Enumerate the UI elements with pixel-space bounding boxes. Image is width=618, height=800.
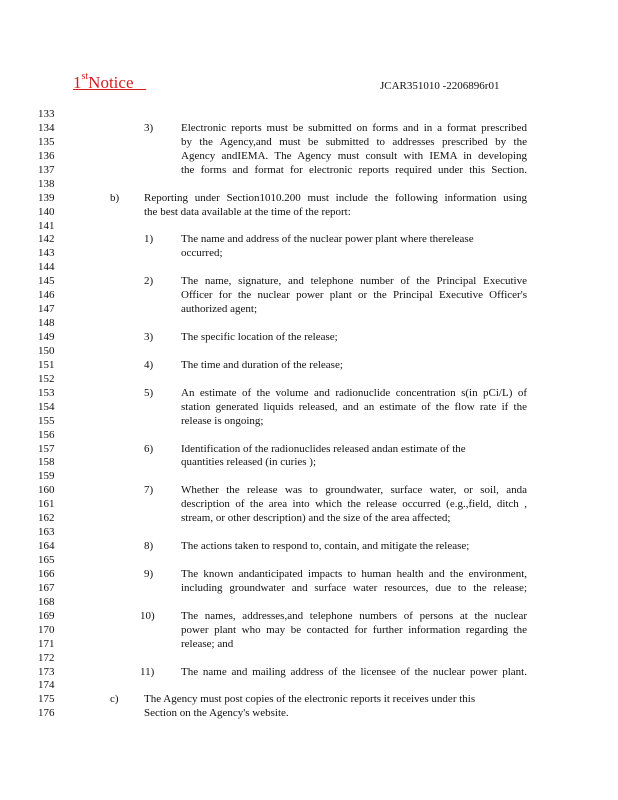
document-line <box>0 261 618 275</box>
line-number: 140 <box>38 205 55 218</box>
line-text: The names, addresses,and telephone numbers of persons at the nuclear <box>181 609 527 622</box>
line-number: 170 <box>38 623 55 636</box>
line-text: station generated liquids released, and an estimate of the flow rate if the <box>181 400 527 413</box>
list-marker: 6) <box>144 442 154 455</box>
line-text: Identification of the radionuclides released andan estimate of the <box>181 442 466 455</box>
numbered-lines <box>0 108 618 721</box>
line-text: power plant who may be contacted for further information regarding the <box>181 623 527 636</box>
document-line <box>0 122 618 136</box>
document-line <box>0 652 618 666</box>
document-id: JCAR351010 -2206896r01 <box>380 80 500 92</box>
line-text: Officer for the nuclear power plant or the Principal Executive Officer's <box>181 289 527 302</box>
notice-number: 1 <box>73 73 82 92</box>
document-line <box>0 554 618 568</box>
line-number: 155 <box>38 414 55 427</box>
line-number: 171 <box>38 637 55 650</box>
document-line <box>0 331 618 345</box>
line-number: 134 <box>38 121 55 134</box>
document-line <box>0 233 618 247</box>
line-number: 143 <box>38 247 55 260</box>
line-text: The name, signature, and telephone number of the Principal Executive <box>181 275 527 288</box>
document-line <box>0 582 618 596</box>
line-number: 151 <box>38 358 55 371</box>
line-number: 133 <box>38 108 55 120</box>
document-line <box>0 679 618 693</box>
list-marker: 2) <box>144 275 154 288</box>
line-number: 149 <box>38 331 55 343</box>
line-number: 176 <box>38 707 55 720</box>
document-line <box>0 707 618 721</box>
line-number: 157 <box>38 442 55 455</box>
line-text: release; and <box>181 637 234 650</box>
document-line <box>0 693 618 707</box>
line-text: The Agency must post copies of the electronic reports it receives under this <box>144 693 476 706</box>
list-marker: 5) <box>144 386 154 399</box>
line-text: Section on the Agency's website. <box>144 707 289 720</box>
document-line <box>0 568 618 582</box>
list-marker: 3) <box>144 121 154 134</box>
list-marker: 1) <box>144 233 154 246</box>
line-text: including groundwater and surface water resources, due to the release; <box>181 581 527 594</box>
line-number: 161 <box>38 498 55 511</box>
document-line <box>0 359 618 373</box>
document-line <box>0 387 618 401</box>
document-line <box>0 624 618 638</box>
document-line <box>0 415 618 429</box>
line-number: 162 <box>38 512 55 525</box>
line-number: 156 <box>38 428 55 441</box>
line-text: description of the area into which the release occurred (e.g.,field, ditch , <box>181 498 527 511</box>
document-line <box>0 373 618 387</box>
document-line <box>0 526 618 540</box>
line-text: Agency andIEMA. The Agency must consult with IEMA in developing <box>181 149 527 162</box>
line-number: 138 <box>38 177 55 190</box>
list-marker: 10) <box>140 609 155 622</box>
line-text: Whether the release was to groundwater, surface water, or soil, anda <box>181 484 527 497</box>
line-number: 154 <box>38 400 55 413</box>
list-marker: 11) <box>140 665 155 678</box>
document-line <box>0 178 618 192</box>
line-number: 137 <box>38 163 55 176</box>
line-number: 175 <box>38 693 55 706</box>
line-text: the best data available at the time of the report: <box>144 205 351 218</box>
line-number: 173 <box>38 665 55 678</box>
line-number: 159 <box>38 470 55 483</box>
line-number: 160 <box>38 484 55 497</box>
document-line <box>0 289 618 303</box>
line-number: 174 <box>38 679 55 692</box>
line-number: 136 <box>38 149 55 162</box>
document-line <box>0 136 618 150</box>
line-number: 166 <box>38 567 55 580</box>
line-number: 168 <box>38 595 55 608</box>
line-number: 164 <box>38 540 55 553</box>
notice-suffix: st <box>81 71 89 83</box>
document-line <box>0 429 618 443</box>
line-number: 141 <box>38 219 55 232</box>
document-line <box>0 540 618 554</box>
document-line <box>0 456 618 470</box>
line-number: 167 <box>38 581 55 594</box>
line-text: the forms and format for electronic reports required under this Section. <box>181 163 527 176</box>
document-line <box>0 220 618 234</box>
line-number: 153 <box>38 386 55 399</box>
line-number: 139 <box>38 191 55 204</box>
list-marker: 8) <box>144 540 154 553</box>
line-text: The time and duration of the release; <box>181 358 343 371</box>
line-number: 135 <box>38 135 55 148</box>
list-marker: 3) <box>144 331 154 343</box>
line-text: release is ongoing; <box>181 414 264 427</box>
document-line <box>0 443 618 457</box>
document-line <box>0 512 618 526</box>
line-number: 146 <box>38 289 55 302</box>
document-line <box>0 164 618 178</box>
document-line <box>0 303 618 317</box>
document-line <box>0 596 618 610</box>
list-marker: b) <box>110 191 120 204</box>
line-text: An estimate of the volume and radionuclide concentration s(in pCi/L) of <box>181 386 527 399</box>
line-number: 172 <box>38 651 55 664</box>
line-number: 148 <box>38 317 55 330</box>
line-text: The actions taken to respond to, contain, and mitigate the release; <box>181 540 470 553</box>
line-number: 145 <box>38 275 55 288</box>
document-line <box>0 484 618 498</box>
line-number: 163 <box>38 526 55 539</box>
document-line <box>0 498 618 512</box>
line-text: The known andanticipated impacts to human health and the environment, <box>181 567 527 580</box>
document-line <box>0 108 618 122</box>
line-text: by the Agency,and must be submitted to addresses prescribed by the <box>181 135 527 148</box>
line-number: 158 <box>38 456 55 469</box>
line-number: 142 <box>38 233 55 246</box>
line-text: The name and address of the nuclear power plant where therelease <box>181 233 474 246</box>
notice-word: Notice <box>88 73 134 92</box>
line-text: occurred; <box>181 247 223 260</box>
line-number: 165 <box>38 554 55 566</box>
document-line <box>0 247 618 261</box>
line-text: The specific location of the release; <box>181 331 338 343</box>
list-marker: 7) <box>144 484 154 497</box>
document-line <box>0 666 618 680</box>
line-text: stream, or other description) and the size of the area affected; <box>181 512 451 525</box>
document-line <box>0 317 618 331</box>
list-marker: c) <box>110 693 119 706</box>
line-number: 152 <box>38 372 55 385</box>
document-line <box>0 345 618 359</box>
notice-heading <box>73 73 146 93</box>
line-number: 150 <box>38 344 55 357</box>
document-line <box>0 401 618 415</box>
document-line <box>0 470 618 484</box>
line-text: The name and mailing address of the licensee of the nuclear power plant. <box>181 665 527 678</box>
document-line <box>0 192 618 206</box>
line-number: 147 <box>38 303 55 316</box>
list-marker: 9) <box>144 567 154 580</box>
line-text: authorized agent; <box>181 303 258 316</box>
line-text: Reporting under Section1010.200 must include the following information using <box>144 191 527 204</box>
list-marker: 4) <box>144 358 154 371</box>
document-line <box>0 206 618 220</box>
document-line <box>0 275 618 289</box>
document-line <box>0 610 618 624</box>
document-line <box>0 150 618 164</box>
line-number: 169 <box>38 609 55 622</box>
line-number: 144 <box>38 261 55 274</box>
line-text: Electronic reports must be submitted on forms and in a format prescribed <box>181 121 527 134</box>
document-line <box>0 638 618 652</box>
line-text: quantities released (in curies ); <box>181 456 317 469</box>
